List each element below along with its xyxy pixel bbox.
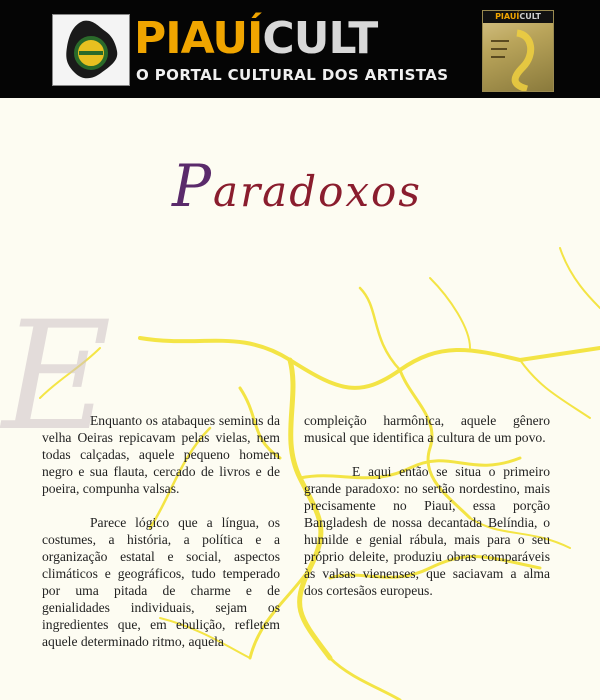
article-column-right	[304, 412, 550, 599]
cover-mast-piaui: PIAUÍ	[495, 12, 520, 21]
paragraph: Enquanto os atabaques seminus da velha Oeiras repicavam pelas vielas, nem todas calçadas, aquele pequeno homem negro e sua flauta, cercado de livros e de poeira, compunha valsas.	[42, 413, 280, 496]
paragraph: Parece lógico que a língua, os costumes, a história, a política e a organização estatal e social, aspectos climáticos e geográficos, tudo temperado por uma pitada de charme e de genialidades individuais, sejam os ingredientes que, em ebulição, refletem aquele determinado ritmo, aquela	[42, 515, 280, 649]
paragraph: E aqui então se situa o primeiro grande paradoxo: no sertão nordestino, mais precisamente no Piauí, essa porção Bangladesh de nossa decantada Belíndia, o humilde e genial rábula, mais para o seu próprio deleite, produziu obras comparáveis às valsas vienenses, que saciavam a alma dos cortesãos europeus.	[304, 464, 550, 598]
magazine-cover-thumbnail[interactable]	[482, 10, 554, 92]
svg-text:E: E	[2, 290, 112, 464]
brand-piaui: PIAUÍ	[134, 13, 263, 64]
title-initial: P	[172, 152, 214, 220]
brand-tagline: O PORTAL CULTURAL DOS ARTISTAS	[136, 66, 449, 84]
title-rest: aradoxos	[213, 167, 422, 216]
paragraph: compleição harmônica, aquele gênero musical que identifica a cultura de um povo.	[304, 413, 550, 445]
article-column-left	[42, 412, 280, 650]
cover-masthead	[483, 11, 553, 23]
cover-mast-cult: CULT	[519, 12, 541, 21]
piaui-map-emblem-icon[interactable]	[52, 14, 130, 86]
cover-artwork	[483, 11, 553, 91]
brand-name[interactable]	[134, 13, 378, 64]
brand-cult: CULT	[262, 13, 378, 64]
site-header	[0, 0, 600, 98]
article-title	[172, 152, 422, 220]
